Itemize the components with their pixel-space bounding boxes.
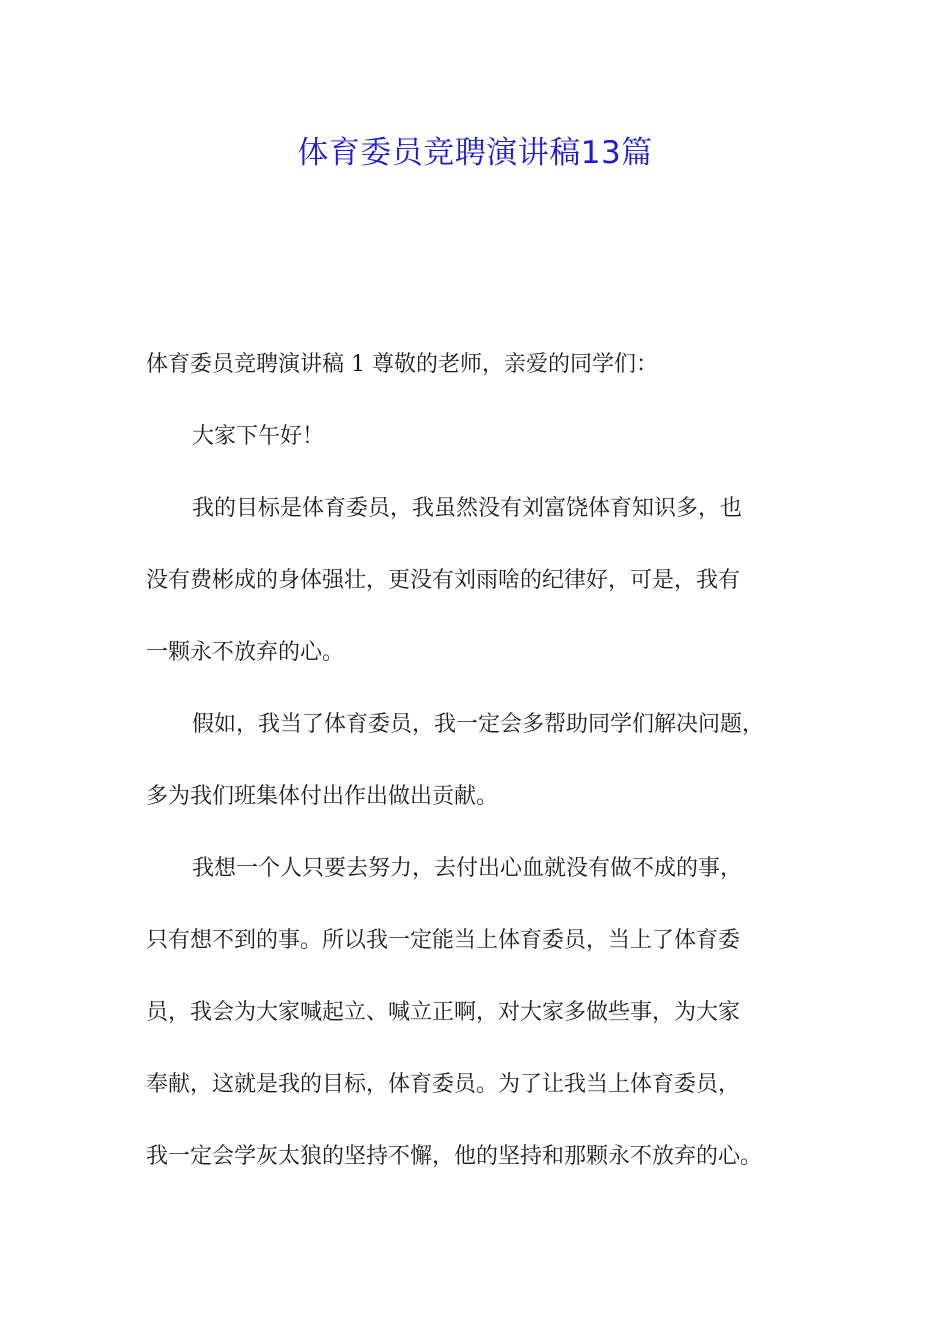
paragraph-3-line-3: 一颗永不放弃的心。 (146, 640, 345, 665)
document-body (146, 342, 836, 1180)
document-title: 体育委员竞聘演讲稿13篇 (297, 135, 653, 171)
paragraph-5-line-4: 奉献，这就是我的目标，体育委员。为了让我当上体育委员， (146, 1072, 741, 1097)
paragraph-1-line-1: 体育委员竞聘演讲稿 1 尊敬的老师，亲爱的同学们： (146, 352, 658, 377)
paragraph-5-line-2: 只有想不到的事。所以我一定能当上体育委员，当上了体育委 (146, 928, 741, 953)
paragraph-2-line-1: 大家下午好！ (192, 424, 325, 449)
paragraph-5-line-1: 我想一个人只要去努力，去付出心血就没有做不成的事， (192, 856, 743, 881)
paragraph-5-line-3: 员，我会为大家喊起立、喊立正啊，对大家多做些事，为大家 (146, 1000, 741, 1025)
paragraph-3-line-1: 我的目标是体育委员，我虽然没有刘富饶体育知识多，也 (192, 496, 743, 521)
paragraph-4-line-1: 假如，我当了体育委员，我一定会多帮助同学们解决问题， (192, 712, 765, 737)
paragraph-5-line-5: 我一定会学灰太狼的坚持不懈，他的坚持和那颗永不放弃的心。 (146, 1144, 763, 1169)
paragraph-4-line-2: 多为我们班集体付出作出做出贡献。 (146, 784, 499, 809)
paragraph-3-line-2: 没有费彬成的身体强壮，更没有刘雨啥的纪律好，可是，我有 (146, 568, 741, 593)
